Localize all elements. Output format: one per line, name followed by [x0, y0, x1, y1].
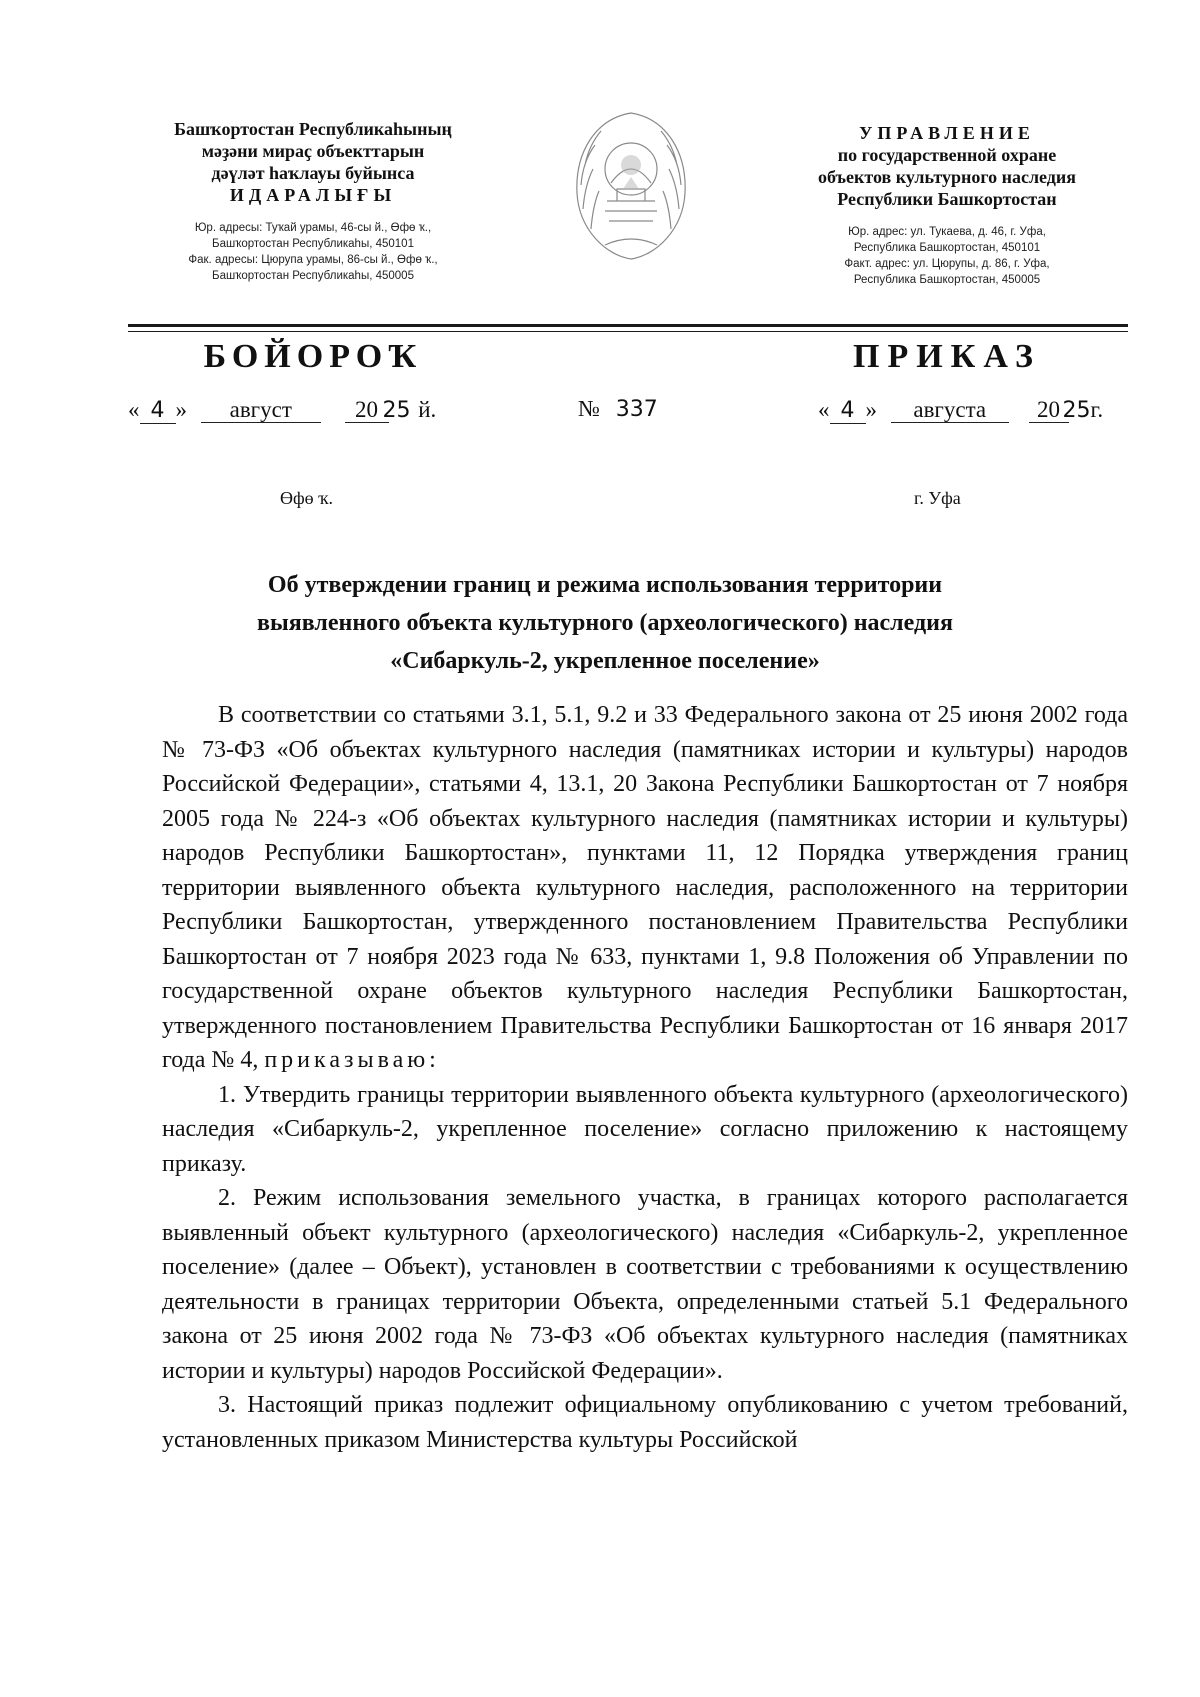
address-line: Башҡортостан Республикаһы, 450101 — [212, 238, 414, 250]
date-year-unit: г. — [1090, 397, 1104, 422]
document-title — [160, 566, 1050, 680]
header-divider-thin — [128, 331, 1128, 332]
quote-open: « — [128, 397, 140, 422]
address-block-left — [128, 220, 498, 284]
org-name-line: Республики Башкортостан — [837, 189, 1057, 209]
document-type-title-right: ПРИКАЗ — [853, 338, 1041, 375]
document-body — [162, 698, 1128, 1457]
header-left — [128, 118, 498, 284]
document-title-line: Об утверждении границ и режима использования территории — [267, 572, 943, 598]
address-line: Факт. адрес: ул. Цюрупы, д. 86, г. Уфа, — [844, 258, 1050, 270]
document-title-line: выявленного объекта культурного (археологического) наследия — [257, 610, 953, 636]
org-name-line: дәүләт һаҡлауы буйынса — [211, 163, 415, 183]
document-title-line: «Сибаркуль-2, укрепленное поселение» — [390, 648, 820, 674]
number-value: 337 — [615, 397, 658, 422]
date-year-prefix: 20 — [345, 398, 389, 423]
order-item-2: 2. Режим использования земельного участка, в границах которого располагается выявленный объект культурного (археологического) наследия «Сибаркуль-2, укрепленное поселение» (далее – Объект), установлен в соответствии с требованиями к осуществлению деятельности в границах территории Объекта, определенными статьей 5.1 Федерального закона от 25 июня 2002 года № 73-ФЗ «Об объектах культурного наследия (памятниках истории и культуры) народов Российской Федерации». — [162, 1185, 1128, 1384]
header-divider-thick — [128, 324, 1128, 327]
address-line: Республика Башкортостан, 450101 — [853, 242, 1041, 254]
org-name-line: мәҙәни мираҫ объекттарын — [201, 141, 425, 161]
date-day: 4 — [140, 399, 176, 424]
org-name-line: Башҡортостан Республикаһының — [174, 119, 452, 139]
date-right — [818, 396, 1103, 425]
address-line: Республика Башкортостан, 450005 — [853, 274, 1041, 286]
address-line: Юр. адрес: ул. Тукаева, д. 46, г. Уфа, — [848, 226, 1046, 238]
city-right: г. Уфа — [914, 488, 961, 508]
order-number — [578, 396, 658, 422]
org-name-spaced: ИДАРАЛЫҒЫ — [229, 185, 397, 205]
address-block-right — [772, 224, 1122, 288]
date-year-unit: й. — [418, 397, 437, 422]
quote-open: « — [818, 397, 830, 422]
date-year-suffix: 25 — [1062, 398, 1091, 423]
address-line: Фак. адресы: Цюрупа урамы, 86-сы й., Өфө ҡ., — [188, 254, 438, 266]
address-line: Башҡортостан Республикаһы, 450005 — [212, 270, 414, 282]
date-month: август — [201, 398, 321, 423]
org-name-line: объектов культурного наследия — [817, 167, 1077, 187]
date-year-prefix: 20 — [1029, 398, 1069, 423]
quote-close: » — [175, 397, 187, 422]
city-left: Өфө ҡ. — [280, 488, 333, 508]
order-item-1: 1. Утвердить границы территории выявленного объекта культурного (археологического) наследия «Сибаркуль-2, укрепленное поселение» согласно приложению к настоящему приказу. — [162, 1081, 1128, 1177]
document-type-title-left: БОЙОРОҠ — [203, 338, 423, 375]
number-label: № — [578, 396, 600, 421]
date-month: августа — [891, 398, 1009, 423]
date-year-suffix: 25 — [382, 398, 411, 423]
header-right — [772, 122, 1122, 288]
bashkortostan-emblem-icon — [565, 105, 697, 265]
preamble-paragraph — [162, 698, 1128, 1078]
quote-close: » — [865, 397, 877, 422]
org-name-spaced: УПРАВЛЕНИЕ — [859, 123, 1035, 143]
org-name-line: по государственной охране — [837, 145, 1057, 165]
order-item-3: 3. Настоящий приказ подлежит официальному опубликованию с учетом требований, установленных приказом Министерства культуры Российской — [162, 1392, 1128, 1453]
preamble-text: В соответствии со статьями 3.1, 5.1, 9.2 и 33 Федерального закона от 25 июня 2002 года № 73-ФЗ «Об объектах культурного наследия (памятниках истории и культуры) народов Российской Федерации», статьями 4, 13.1, 20 Закона Республики Башкортостан от 7 ноября 2005 года № 224-з «Об объектах культурного наследия (памятниках истории и культуры) народов Республики Башкортостан», пунктами 11, 12 Порядка утверждения границ территории выявленного объекта культурного наследия, расположенного на территории Республики Башкортостан, утвержденного постановлением Правительства Республики Башкортостан от 7 ноября 2023 года № 633, пунктами 1, 9.8 Положения об Управлении по государственной охране объектов культурного наследия Республики Башкортостан, утвержденного постановлением Правительства Республики Башкортостан от 16 января 2017 года № 4, — [162, 702, 1128, 1073]
date-day: 4 — [830, 399, 866, 424]
date-left — [128, 396, 436, 425]
address-line: Юр. адресы: Туҡай урамы, 46-сы й., Өфө ҡ., — [194, 222, 432, 234]
order-word: приказываю: — [264, 1047, 440, 1073]
